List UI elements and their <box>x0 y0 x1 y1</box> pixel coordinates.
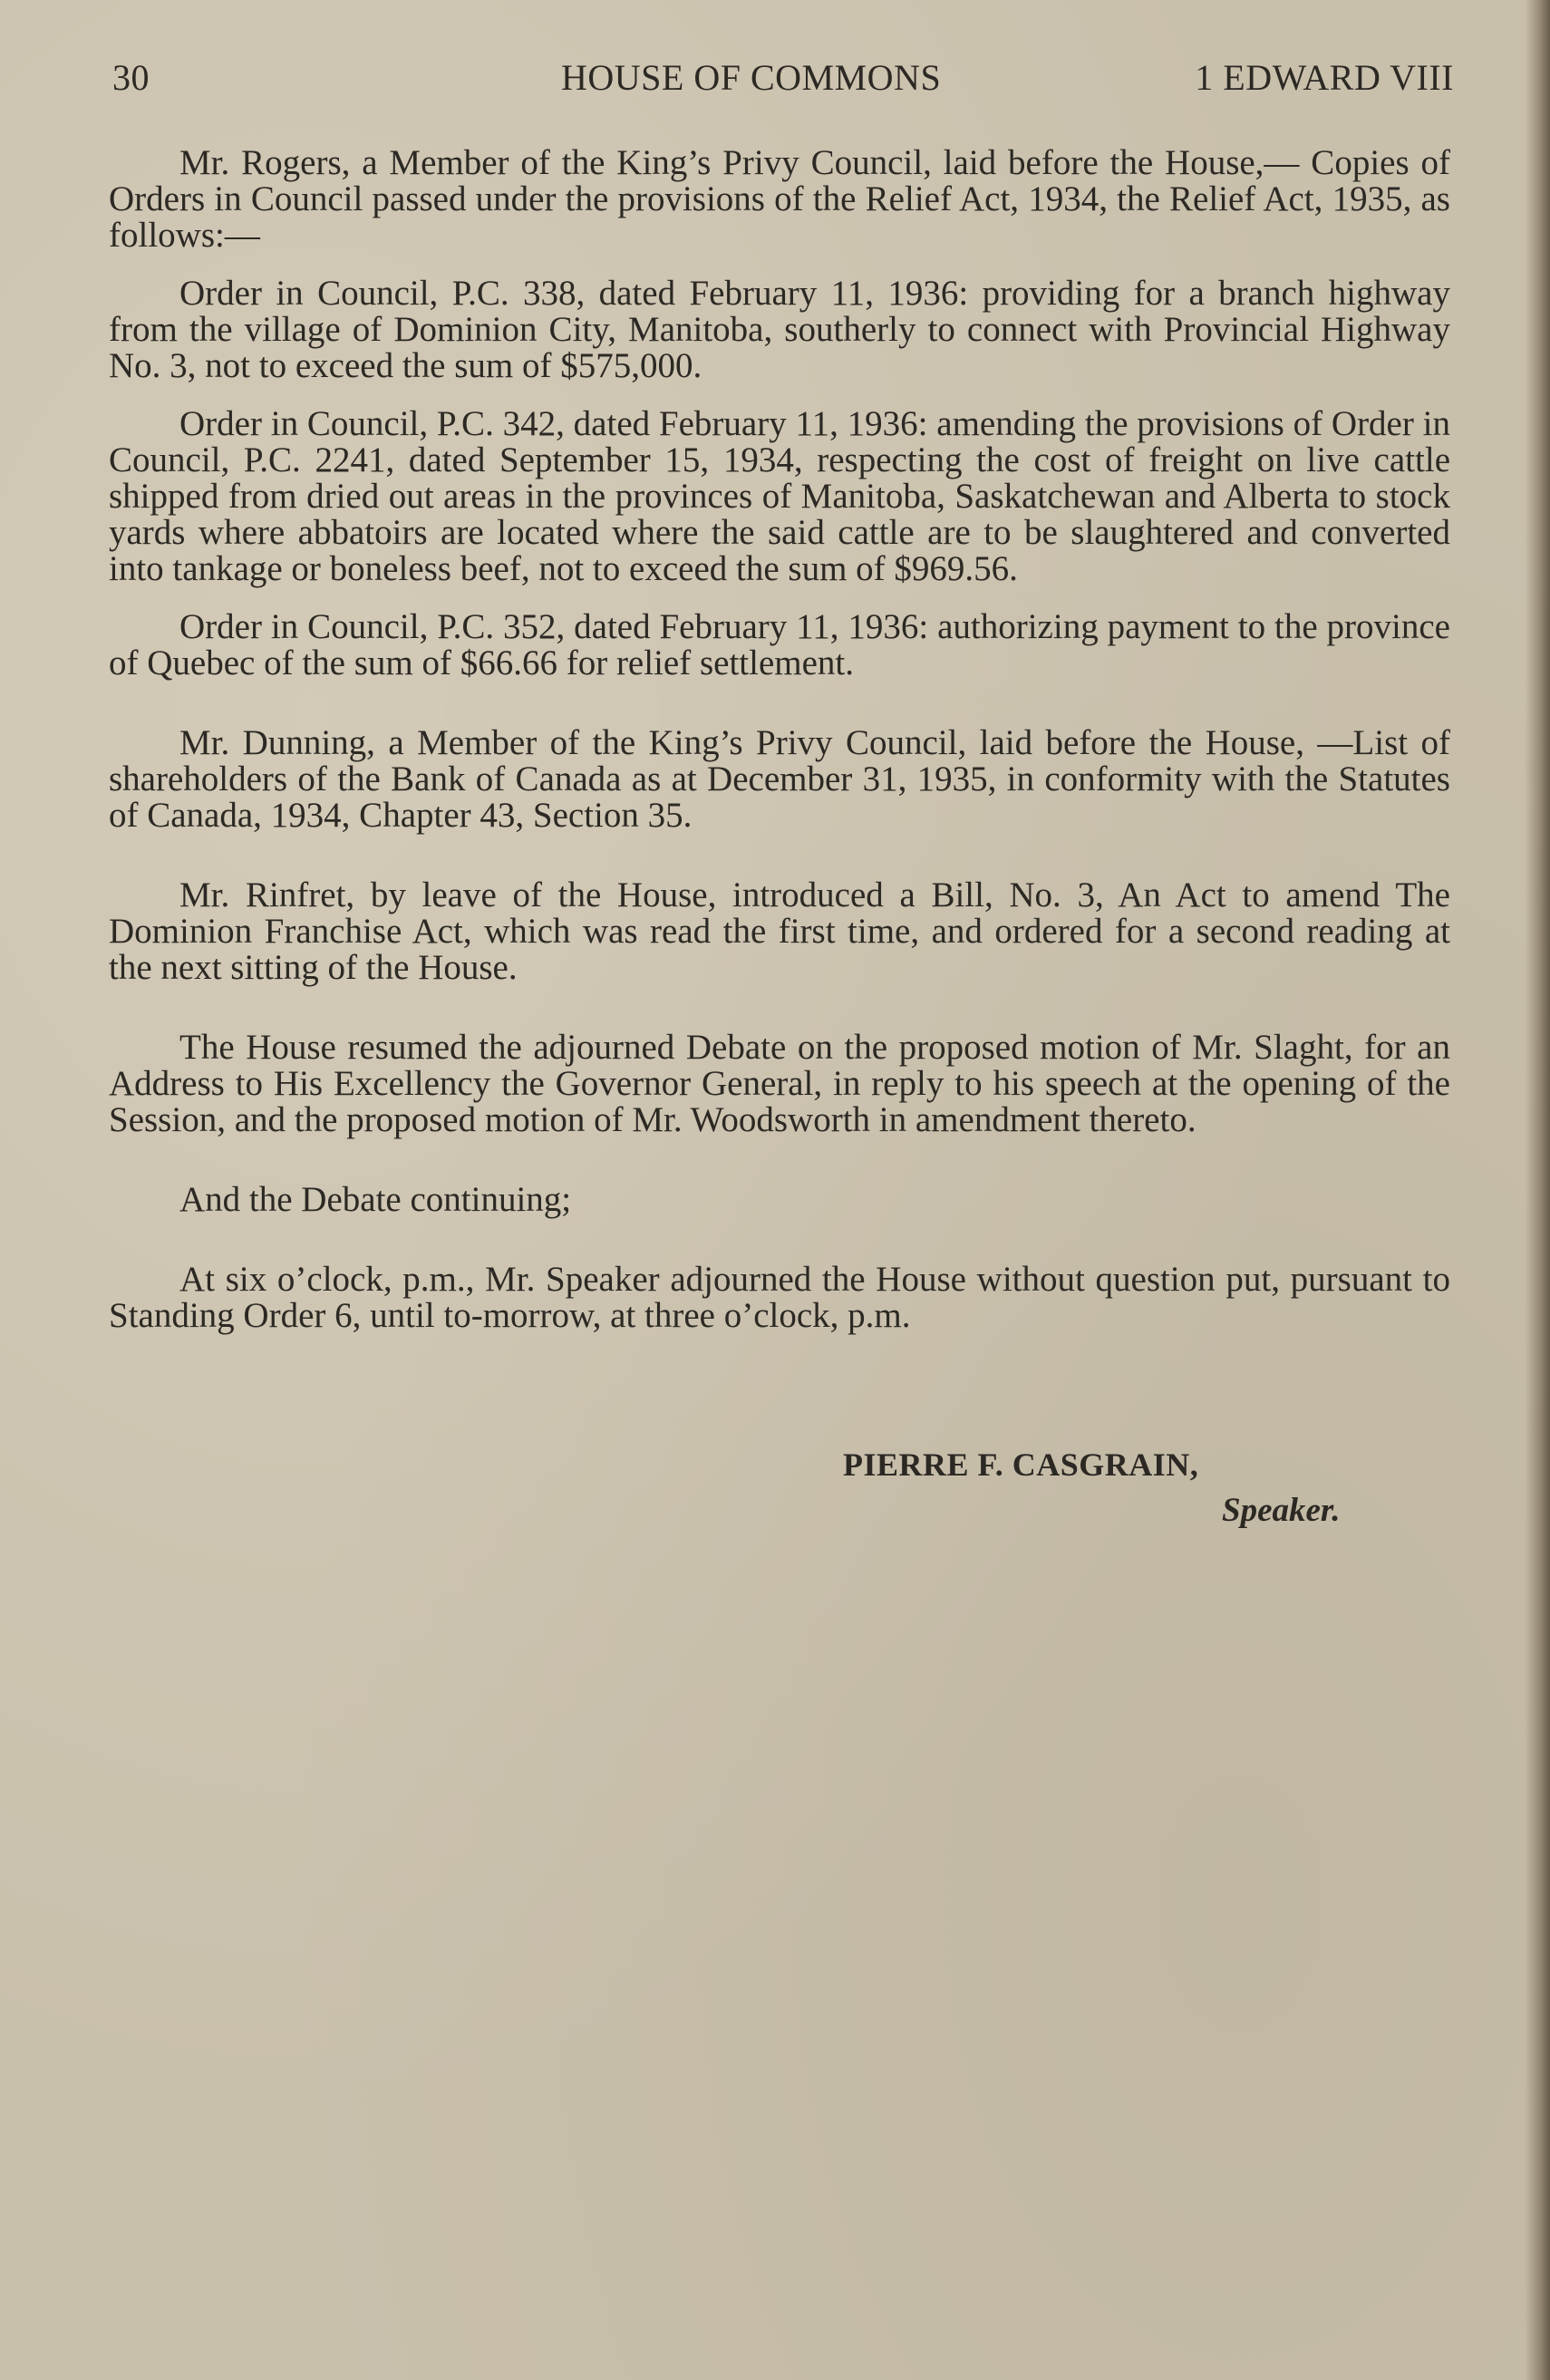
paragraph-rinfret-bill: Mr. Rinfret, by leave of the House, introduced a Bill, No. 3, An Act to amend The Dominion Franchise Act, which was read the first time, and ordered for a second reading at the next sitting of the House. <box>109 876 1450 987</box>
page-number: 30 <box>112 57 150 98</box>
paragraph-debate-resumed: The House resumed the adjourned Debate on the proposed motion of Mr. Slaght, for an Address to His Excellency the Governor General, in reply to his speech at the opening of the Session, and the proposed motion of Mr. Woodsworth in amendment thereto. <box>109 1028 1450 1139</box>
paragraph-order-352: Order in Council, P.C. 352, dated February 11, 1936: authorizing payment to the province of Quebec of the sum of $66.66 for relief settlement. <box>109 607 1450 682</box>
speaker-name: PIERRE F. CASGRAIN, <box>843 1446 1199 1483</box>
page-title: HOUSE OF COMMONS <box>561 57 942 98</box>
paragraph-rogers-tabling: Mr. Rogers, a Member of the King’s Privy Council, laid before the House,— Copies of Orders in Council passed under the provisions of the Relief Act, 1934, the Relief Act, 1935, as follows:— <box>109 143 1450 255</box>
paragraph-order-342: Order in Council, P.C. 342, dated February 11, 1936: amending the provisions of Order in Council, P.C. 2241, dated September 15, 1934, respecting the cost of freight on live cattle shipped from dried out areas in the provinces of Manitoba, Saskatchewan and Alberta to stock yards where abbatoirs are located where the said cattle are to be slaughtered and converted into tankage or boneless beef, not to exceed the sum of $969.56. <box>109 404 1450 588</box>
paragraph-debate-continuing: And the Debate continuing; <box>179 1180 572 1219</box>
running-header <box>112 56 1454 102</box>
page-edge-shadow <box>1525 0 1550 2380</box>
session-label: 1 EDWARD VIII <box>1195 57 1454 98</box>
signature-block <box>843 1446 1423 1530</box>
speaker-title: Speaker. <box>1222 1492 1341 1529</box>
paragraph-dunning-tabling: Mr. Dunning, a Member of the King’s Privy Council, laid before the House, —List of shareholders of the Bank of Canada as at December 31, 1935, in conformity with the Statutes of Canada, 1934, Chapter 43, Section 35. <box>109 723 1450 835</box>
body-text <box>109 145 1450 1334</box>
paragraph-adjournment: At six o’clock, p.m., Mr. Speaker adjourned the House without question put, pursuant to Standing Order 6, until to-morrow, at three o’clock, p.m. <box>109 1260 1450 1335</box>
paragraph-order-338: Order in Council, P.C. 338, dated February 11, 1936: providing for a branch highway from the village of Dominion City, Manitoba, southerly to connect with Provincial Highway No. 3, not to exceed the sum of $575,000. <box>109 274 1450 385</box>
